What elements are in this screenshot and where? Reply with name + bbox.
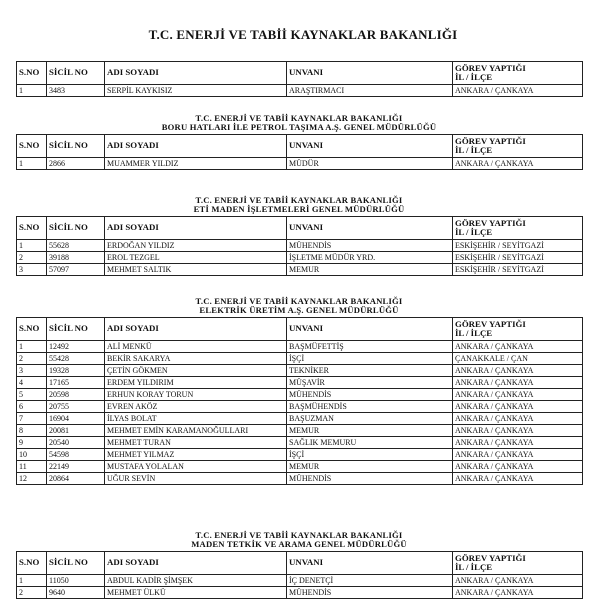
header-gorev-line1: GÖREV YAPTIĞI [455, 552, 526, 563]
header-unvani: UNVANI [287, 135, 453, 158]
cell-gorev-yeri: ANKARA / ÇANKAYA [453, 413, 583, 425]
cell-unvani: İÇ DENETÇİ [287, 575, 453, 587]
cell-adi-soyadi: ERHUN KORAY TORUN [105, 389, 287, 401]
cell-sicil-no: 22149 [47, 461, 105, 473]
cell-unvani: MÜHENDİS [287, 240, 453, 252]
cell-gorev-yeri: ANKARA / ÇANKAYA [453, 461, 583, 473]
cell-gorev-yeri: ANKARA / ÇANKAYA [453, 158, 583, 170]
header-gorev-line1: GÖREV YAPTIĞI [455, 135, 526, 146]
cell-adi-soyadi: MEHMET YILMAZ [105, 449, 287, 461]
cell-sno: 1 [17, 85, 47, 97]
cell-unvani: ARAŞTIRMACI [287, 85, 453, 97]
cell-unvani: MÜDÜR [287, 158, 453, 170]
cell-unvani: BAŞMÜHENDİS [287, 401, 453, 413]
cell-sno: 1 [17, 158, 47, 170]
header-sicil-no: SİCİL NO [47, 552, 105, 575]
cell-gorev-yeri: ANKARA / ÇANKAYA [453, 401, 583, 413]
cell-adi-soyadi: EVREN AKÖZ [105, 401, 287, 413]
personnel-table [16, 216, 583, 276]
header-gorev-line1: GÖREV YAPTIĞI [455, 217, 526, 228]
header-gorev-yeri [453, 552, 583, 575]
header-adi-soyadi: ADI SOYADI [105, 135, 287, 158]
cell-gorev-yeri: ANKARA / ÇANKAYA [453, 437, 583, 449]
cell-sicil-no: 19328 [47, 365, 105, 377]
table-row [17, 377, 583, 389]
personnel-table [16, 551, 583, 599]
section-ministry-title: T.C. ENERJİ VE TABİİ KAYNAKLAR BAKANLIĞI [195, 296, 403, 306]
header-sno: S.NO [17, 217, 47, 240]
header-gorev-yeri [453, 135, 583, 158]
cell-adi-soyadi: İLYAS BOLAT [105, 413, 287, 425]
table-row [17, 587, 583, 599]
header-sno: S.NO [17, 62, 47, 85]
header-gorev-line1: GÖREV YAPTIĞI [455, 318, 526, 329]
cell-unvani: MÜHENDİS [287, 473, 453, 485]
cell-gorev-yeri: ESKİŞEHİR / SEYİTGAZİ [453, 264, 583, 276]
cell-gorev-yeri: ESKİŞEHİR / SEYİTGAZİ [453, 240, 583, 252]
table-row [17, 437, 583, 449]
cell-sno: 5 [17, 389, 47, 401]
main-title: T.C. ENERJİ VE TABİİ KAYNAKLAR BAKANLIĞI [148, 27, 458, 42]
cell-unvani: İŞLETME MÜDÜR YRD. [287, 252, 453, 264]
table-row [17, 365, 583, 377]
cell-sicil-no: 39188 [47, 252, 105, 264]
header-unvani: UNVANI [287, 552, 453, 575]
section-unit-title: BORU HATLARI İLE PETROL TAŞIMA A.Ş. GENEL MÜDÜRLÜĞÜ [161, 122, 437, 132]
section-1 [16, 59, 582, 97]
cell-adi-soyadi: ALİ MENKÜ [105, 341, 287, 353]
cell-adi-soyadi: SERPİL KAYKISIZ [105, 85, 287, 97]
cell-sno: 8 [17, 425, 47, 437]
table-header-row [17, 135, 583, 158]
cell-sno: 6 [17, 401, 47, 413]
cell-unvani: MEMUR [287, 425, 453, 437]
cell-unvani: BAŞMÜFETTİŞ [287, 341, 453, 353]
cell-adi-soyadi: MEHMET SALTIK [105, 264, 287, 276]
cell-gorev-yeri: ANKARA / ÇANKAYA [453, 575, 583, 587]
table-row [17, 413, 583, 425]
header-gorev-yeri [453, 318, 583, 341]
header-sicil-no: SİCİL NO [47, 318, 105, 341]
cell-adi-soyadi: ÇETİN GÖKMEN [105, 365, 287, 377]
cell-adi-soyadi: EROL TEZGEL [105, 252, 287, 264]
table-header-row [17, 318, 583, 341]
cell-sno: 1 [17, 240, 47, 252]
cell-sicil-no: 55428 [47, 353, 105, 365]
header-sicil-no: SİCİL NO [47, 135, 105, 158]
cell-sicil-no: 55628 [47, 240, 105, 252]
header-gorev-line2: İL / İLÇE [455, 227, 493, 237]
section-ministry-title: T.C. ENERJİ VE TABİİ KAYNAKLAR BAKANLIĞI [195, 195, 403, 205]
cell-sicil-no: 17165 [47, 377, 105, 389]
header-adi-soyadi: ADI SOYADI [105, 62, 287, 85]
cell-adi-soyadi: MEHMET EMİN KARAMANOĞULLARI [105, 425, 287, 437]
cell-gorev-yeri: ANKARA / ÇANKAYA [453, 85, 583, 97]
cell-sno: 3 [17, 365, 47, 377]
header-adi-soyadi: ADI SOYADI [105, 552, 287, 575]
table-row [17, 240, 583, 252]
cell-adi-soyadi: ERDEM YILDIRIM [105, 377, 287, 389]
cell-sno: 1 [17, 575, 47, 587]
cell-sno: 2 [17, 587, 47, 599]
header-gorev-yeri [453, 217, 583, 240]
table-header-row [17, 552, 583, 575]
cell-sicil-no: 9640 [47, 587, 105, 599]
cell-unvani: MÜHENDİS [287, 389, 453, 401]
table-row [17, 401, 583, 413]
table-row [17, 264, 583, 276]
cell-sicil-no: 54598 [47, 449, 105, 461]
cell-sicil-no: 3483 [47, 85, 105, 97]
header-unvani: UNVANI [287, 62, 453, 85]
cell-gorev-yeri: ANKARA / ÇANKAYA [453, 389, 583, 401]
cell-gorev-yeri: ESKİŞEHİR / SEYİTGAZİ [453, 252, 583, 264]
cell-gorev-yeri: ANKARA / ÇANKAYA [453, 449, 583, 461]
header-sno: S.NO [17, 135, 47, 158]
header-sicil-no: SİCİL NO [47, 62, 105, 85]
cell-adi-soyadi: UĞUR SEVİN [105, 473, 287, 485]
cell-sicil-no: 11050 [47, 575, 105, 587]
cell-unvani: MEMUR [287, 461, 453, 473]
header-gorev-line2: İL / İLÇE [455, 145, 493, 155]
cell-adi-soyadi: ERDOĞAN YILDIZ [105, 240, 287, 252]
cell-unvani: MÜŞAVİR [287, 377, 453, 389]
cell-gorev-yeri: ANKARA / ÇANKAYA [453, 341, 583, 353]
cell-sicil-no: 20540 [47, 437, 105, 449]
cell-unvani: MÜHENDİS [287, 587, 453, 599]
personnel-table [16, 61, 583, 97]
cell-sno: 2 [17, 252, 47, 264]
header-gorev-line2: İL / İLÇE [455, 328, 493, 338]
table-row [17, 389, 583, 401]
cell-unvani: SAĞLIK MEMURU [287, 437, 453, 449]
cell-sicil-no: 16904 [47, 413, 105, 425]
header-sno: S.NO [17, 318, 47, 341]
cell-sicil-no: 2866 [47, 158, 105, 170]
personnel-table [16, 317, 583, 485]
cell-adi-soyadi: BEKİR SAKARYA [105, 353, 287, 365]
cell-sicil-no: 20755 [47, 401, 105, 413]
cell-sno: 10 [17, 449, 47, 461]
cell-sicil-no: 12492 [47, 341, 105, 353]
header-sno: S.NO [17, 552, 47, 575]
table-header-row [17, 217, 583, 240]
cell-gorev-yeri: ANKARA / ÇANKAYA [453, 377, 583, 389]
cell-sicil-no: 20598 [47, 389, 105, 401]
cell-gorev-yeri: ANKARA / ÇANKAYA [453, 473, 583, 485]
cell-unvani: TEKNİKER [287, 365, 453, 377]
section-4 [16, 297, 582, 485]
cell-gorev-yeri: ÇANAKKALE / ÇAN [453, 353, 583, 365]
header-unvani: UNVANI [287, 217, 453, 240]
cell-sno: 4 [17, 377, 47, 389]
cell-gorev-yeri: ANKARA / ÇANKAYA [453, 365, 583, 377]
cell-sno: 9 [17, 437, 47, 449]
cell-gorev-yeri: ANKARA / ÇANKAYA [453, 425, 583, 437]
section-unit-title: MADEN TETKİK VE ARAMA GENEL MÜDÜRLÜĞÜ [191, 539, 407, 549]
cell-adi-soyadi: MEHMET ÜLKÜ [105, 587, 287, 599]
cell-unvani: BAŞUZMAN [287, 413, 453, 425]
section-unit-title: ETİ MADEN İŞLETMELERİ GENEL MÜDÜRLÜĞÜ [193, 204, 405, 214]
cell-sicil-no: 20864 [47, 473, 105, 485]
header-gorev-yeri [453, 62, 583, 85]
cell-adi-soyadi: MEHMET TURAN [105, 437, 287, 449]
table-header-row [17, 62, 583, 85]
header-gorev-line2: İL / İLÇE [455, 562, 493, 572]
table-row [17, 85, 583, 97]
cell-unvani: İŞÇİ [287, 353, 453, 365]
cell-adi-soyadi: MUSTAFA YOLALAN [105, 461, 287, 473]
table-row [17, 158, 583, 170]
cell-sno: 12 [17, 473, 47, 485]
section-2 [16, 114, 582, 170]
cell-sicil-no: 57097 [47, 264, 105, 276]
header-gorev-line2: İL / İLÇE [455, 72, 493, 82]
cell-sno: 3 [17, 264, 47, 276]
section-ministry-title: T.C. ENERJİ VE TABİİ KAYNAKLAR BAKANLIĞI [195, 530, 403, 540]
header-gorev-line1: GÖREV YAPTIĞI [455, 62, 526, 73]
section-ministry-title: T.C. ENERJİ VE TABİİ KAYNAKLAR BAKANLIĞI [195, 113, 403, 123]
section-3 [16, 196, 582, 276]
cell-gorev-yeri: ANKARA / ÇANKAYA [453, 587, 583, 599]
header-unvani: UNVANI [287, 318, 453, 341]
table-row [17, 425, 583, 437]
cell-sicil-no: 20081 [47, 425, 105, 437]
header-sicil-no: SİCİL NO [47, 217, 105, 240]
table-row [17, 575, 583, 587]
cell-sno: 11 [17, 461, 47, 473]
table-row [17, 252, 583, 264]
header-adi-soyadi: ADI SOYADI [105, 217, 287, 240]
cell-adi-soyadi: MUAMMER YILDIZ [105, 158, 287, 170]
table-row [17, 353, 583, 365]
cell-sno: 2 [17, 353, 47, 365]
table-row [17, 341, 583, 353]
cell-unvani: İŞÇİ [287, 449, 453, 461]
section-5 [16, 531, 582, 599]
table-row [17, 473, 583, 485]
cell-sno: 1 [17, 341, 47, 353]
table-row [17, 449, 583, 461]
table-row [17, 461, 583, 473]
header-adi-soyadi: ADI SOYADI [105, 318, 287, 341]
cell-unvani: MEMUR [287, 264, 453, 276]
section-unit-title: ELEKTRİK ÜRETİM A.Ş. GENEL MÜDÜRLÜĞÜ [199, 305, 399, 315]
cell-sno: 7 [17, 413, 47, 425]
personnel-table [16, 134, 583, 170]
cell-adi-soyadi: ABDUL KADİR ŞİMŞEK [105, 575, 287, 587]
